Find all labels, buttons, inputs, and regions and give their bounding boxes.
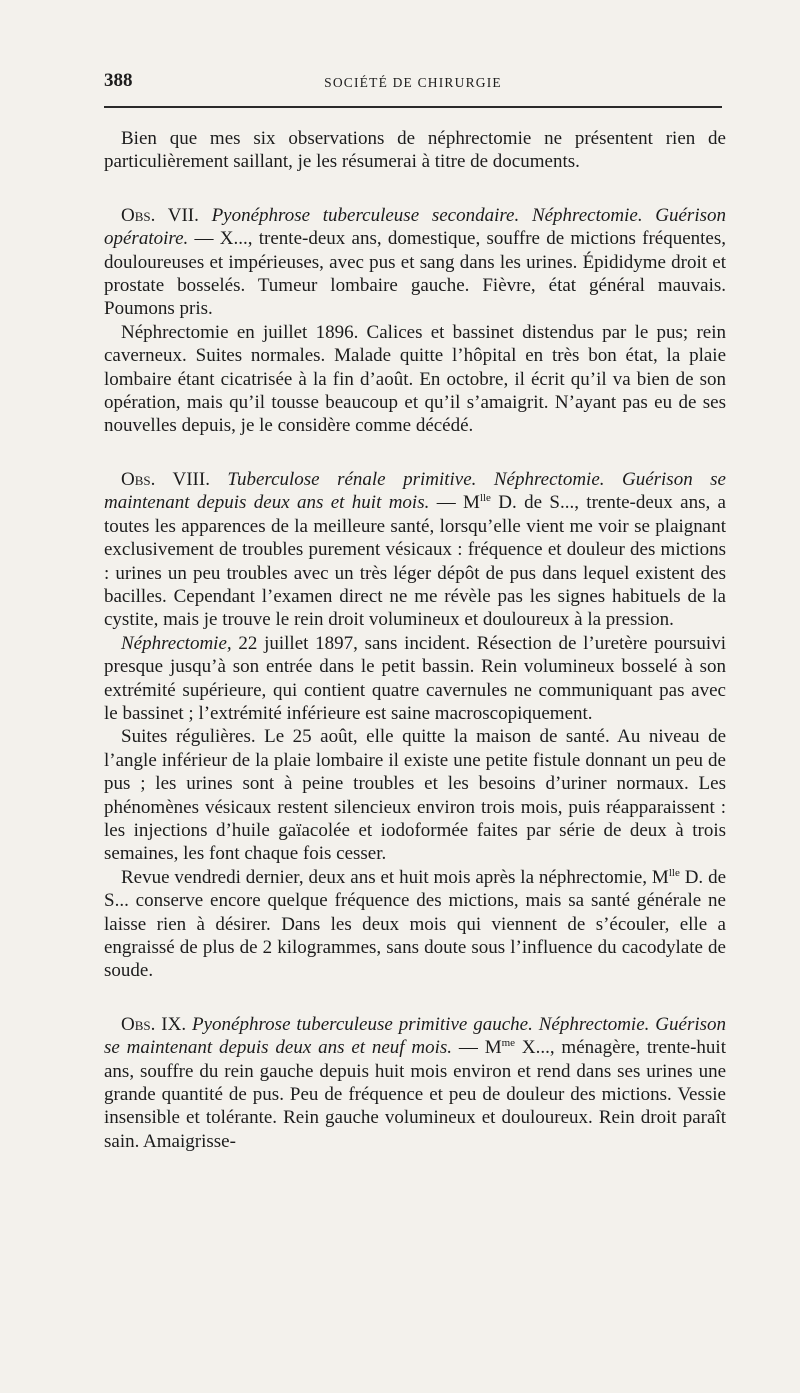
obs9-sup: me xyxy=(501,1037,516,1050)
obs8-2-text: 22 juillet 1897, sans incident. Résection de l’uretère poursuivi presque jusqu’à son entrée dans le petit bassin. Rein volumineux bosselé à son extrémité supérieure, qui contient quatre cavernules ne communiquant pas avec le bassinet ; l’extrémité inférieure est saine macroscopiquement. xyxy=(104,632,726,724)
page-header xyxy=(104,70,722,94)
paragraph-obs8-4 xyxy=(104,866,726,983)
obs8-4-sup: lle xyxy=(668,866,680,879)
paragraph-intro: Bien que mes six observations de néphrectomie ne présentent rien de particulièrement saillant, je les résumerai à titre de documents. xyxy=(104,128,726,173)
obs8-label: Obs. VIII. xyxy=(121,468,210,490)
obs9-text-b: X..., ménagère, trente-huit ans, souffre du rein gauche depuis huit mois environ et rend dans ses urines une grande quantité de pus. Peu de fréquence et peu de douleur des mictions. Vessie insensible et tolérante. Rein gauche volumineux et douloureux. Rein droit paraît sain. Amaigrisse- xyxy=(104,1037,726,1152)
obs9-text-a: — M xyxy=(452,1037,502,1059)
paragraph-obs7 xyxy=(104,204,726,321)
page-number: 388 xyxy=(104,70,133,91)
paragraph-obs8-2 xyxy=(104,632,726,726)
obs8-2-italic: Néphrectomie, xyxy=(121,632,232,654)
obs9-title: Pyonéphrose tuberculeuse primitive gauche. Néphrectomie. Guérison se maintenant depuis deux ans et neuf mois. xyxy=(104,1013,727,1059)
header-rule xyxy=(104,106,722,108)
paragraph-obs7-2: Néphrectomie en juillet 1896. Calices et bassinet distendus par le pus; rein caverneux. Suites normales. Malade quitte l’hôpital en très bon état, la plaie lombaire étant cicatrisée à la fin d’août. En octobre, il écrit qu’il va bien de son opération, mais qu’il tousse beaucoup et qu’il s’amaigrit. N’ayant pas eu de ses nouvelles depuis, je le considère comme décédé. xyxy=(104,321,726,437)
obs7-label: Obs. VII. xyxy=(121,204,199,226)
obs8-sup: lle xyxy=(479,492,491,505)
obs9-label: Obs. IX. xyxy=(121,1013,187,1035)
paragraph-obs8 xyxy=(104,468,726,632)
obs7-text: — X..., trente-deux ans, domestique, souffre de mictions fréquentes, douloureuses et impérieuses, avec pus et sang dans les urines. Épididyme droit et prostate bosselés. Tumeur lombaire gauche. Fièvre, état général mauvais. Poumons pris. xyxy=(104,228,726,320)
running-head: SOCIÉTÉ DE CHIRURGIE xyxy=(324,75,502,90)
paragraph-obs9 xyxy=(104,1013,726,1153)
obs8-text-b: D. de S..., trente-deux ans, a toutes les apparences de la meilleure santé, lorsqu’elle vient me voir se plaignant exclusivement de troubles purement vésicaux : fréquence et douleur des mictions : urines un peu troubles avec un très léger dépôt de pus dans lequel existent des bacilles. Cependant l’examen direct ne me révèle pas les signes habituels de la cystite, mais je trouve le rein droit volumineux et douloureux à la pression. xyxy=(104,492,726,631)
obs8-title: Tuberculose rénale primitive. Néphrectomie. Guérison se maintenant depuis deux ans et huit mois. xyxy=(104,468,726,514)
obs8-text-a: — M xyxy=(429,492,480,514)
obs8-4-text-b: D. de S... conserve encore quelque fréquence des mictions, mais sa santé générale ne laisse rien à désirer. Dans les deux mois qui viennent de s’écouler, elle a engraissé de plus de 2 kilogrammes, sans doute sous l’influence du cacodylate de soude. xyxy=(104,866,726,982)
paragraph-obs8-3: Suites régulières. Le 25 août, elle quitte la maison de santé. Au niveau de l’angle inférieur de la plaie lombaire il existe une petite fistule donnant un peu de pus ; les urines sont à peine troubles et les besoins d’uriner normaux. Les phénomènes vésicaux restent silencieux environ trois mois, puis réapparaissent : les injections d’huile gaïacolée et iodoformée faites par série de deux à trois semaines, les font chaque fois cesser. xyxy=(104,726,726,865)
body-text xyxy=(104,127,726,1153)
obs8-4-text-a: Revue vendredi dernier, deux ans et huit mois après la néphrectomie, M xyxy=(121,866,669,888)
obs7-title: Pyonéphrose tuberculeuse secondaire. Néphrectomie. Guérison opératoire. xyxy=(104,204,726,250)
